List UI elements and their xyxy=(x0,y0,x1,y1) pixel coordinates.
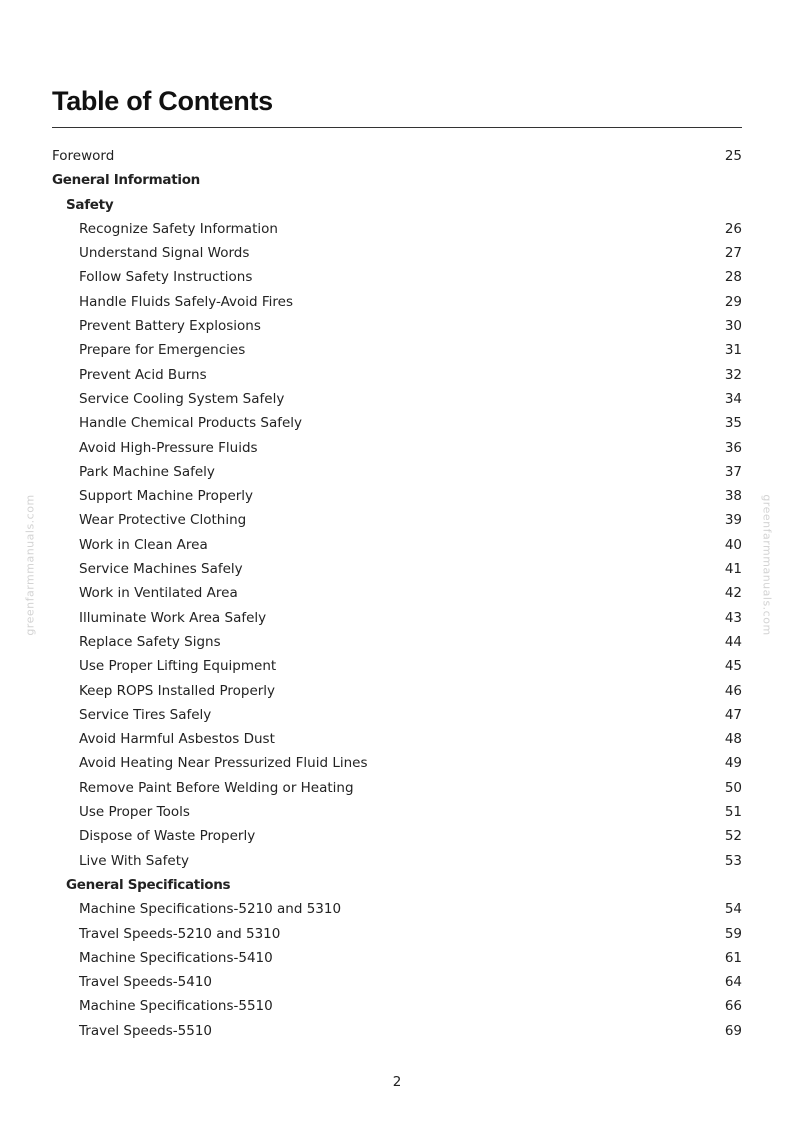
toc-entry[interactable] xyxy=(52,241,742,265)
toc-entry-page: 49 xyxy=(724,755,742,772)
toc-entry-top[interactable] xyxy=(52,168,742,192)
toc-entry-label: Understand Signal Words xyxy=(79,245,250,262)
toc-entry-page: 29 xyxy=(724,293,742,310)
toc-entry[interactable] xyxy=(52,265,742,289)
toc-section-heading[interactable] xyxy=(52,873,742,897)
toc-entry-label: Safety xyxy=(66,196,114,213)
toc-entry-page: 52 xyxy=(724,828,742,845)
toc-entry-label: Work in Ventilated Area xyxy=(79,585,238,602)
toc-entry-label: Avoid Harmful Asbestos Dust xyxy=(79,731,275,748)
watermark-right: greenfarmmanuals.com xyxy=(760,494,774,636)
toc-entry[interactable] xyxy=(52,630,742,654)
page-title: Table of Contents xyxy=(52,86,273,116)
toc-entry-label: Use Proper Tools xyxy=(79,804,190,821)
toc-entry[interactable] xyxy=(52,411,742,435)
toc-entry-label: Use Proper Lifting Equipment xyxy=(79,658,277,675)
toc-entry[interactable] xyxy=(52,970,742,994)
toc-entry-label: Live With Safety xyxy=(79,852,189,869)
toc-entry-page: 66 xyxy=(724,998,742,1015)
toc-entry-label: Handle Fluids Safely-Avoid Fires xyxy=(79,293,294,310)
toc-entry[interactable] xyxy=(52,703,742,727)
toc-entry[interactable] xyxy=(52,946,742,970)
toc-entry-page: 28 xyxy=(724,269,742,286)
toc-entry-page: 39 xyxy=(724,512,742,529)
toc-entry[interactable] xyxy=(52,217,742,241)
toc-entry-label: Work in Clean Area xyxy=(79,536,208,553)
toc-entry-label: Travel Speeds-5210 and 5310 xyxy=(79,925,281,942)
toc-entry-page: 31 xyxy=(724,342,742,359)
toc-entry-label: Machine Specifications-5210 and 5310 xyxy=(79,901,342,918)
toc-entry-page: 51 xyxy=(724,804,742,821)
toc-entry-label: Travel Speeds-5510 xyxy=(79,1022,213,1039)
toc-entry-page: 30 xyxy=(724,318,742,335)
toc-entry-page: 42 xyxy=(724,585,742,602)
toc-entry-label: Follow Safety Instructions xyxy=(79,269,253,286)
toc-entry[interactable] xyxy=(52,824,742,848)
toc-entry-page: 48 xyxy=(724,731,742,748)
toc-entry-label: Avoid Heating Near Pressurized Fluid Lines xyxy=(79,755,368,772)
toc-entry[interactable] xyxy=(52,994,742,1018)
toc-entry-label: Prevent Acid Burns xyxy=(79,366,207,383)
toc-entry[interactable] xyxy=(52,460,742,484)
watermark-left: greenfarmmanuals.com xyxy=(23,494,37,636)
toc-entry-label: Recognize Safety Information xyxy=(79,220,278,237)
toc-entry-label: General Specifications xyxy=(66,876,231,893)
toc-entry-label: Keep ROPS Installed Properly xyxy=(79,682,276,699)
toc-entry-page: 44 xyxy=(724,633,742,650)
toc-entry-page: 27 xyxy=(724,245,742,262)
toc-entry-top[interactable] xyxy=(52,144,742,168)
toc-entry-label: Machine Specifications-5410 xyxy=(79,949,273,966)
toc-entry-page: 53 xyxy=(724,852,742,869)
toc-entry-page: 47 xyxy=(724,706,742,723)
toc-entry-label: Avoid High-Pressure Fluids xyxy=(79,439,258,456)
toc-entry-label: Support Machine Properly xyxy=(79,488,254,505)
toc-entry-label: Illuminate Work Area Safely xyxy=(79,609,267,626)
toc-entry-label: Service Cooling System Safely xyxy=(79,390,285,407)
toc-entry-page: 43 xyxy=(724,609,742,626)
toc-entry-label: Machine Specifications-5510 xyxy=(79,998,273,1015)
toc-entry[interactable] xyxy=(52,1019,742,1043)
toc-entry-page: 41 xyxy=(724,561,742,578)
toc-entry[interactable] xyxy=(52,679,742,703)
toc-entry-label: Prepare for Emergencies xyxy=(79,342,246,359)
toc-entry-label: Foreword xyxy=(52,148,115,164)
toc-list xyxy=(52,144,742,1043)
toc-entry-page: 34 xyxy=(724,390,742,407)
toc-entry[interactable] xyxy=(52,800,742,824)
toc-entry[interactable] xyxy=(52,290,742,314)
toc-entry-page: 35 xyxy=(724,415,742,432)
toc-entry[interactable] xyxy=(52,314,742,338)
toc-entry-label: Dispose of Waste Properly xyxy=(79,828,256,845)
toc-entry-page: 37 xyxy=(724,463,742,480)
toc-section-heading[interactable] xyxy=(52,193,742,217)
toc-entry-page: 46 xyxy=(724,682,742,699)
toc-entry-page: 25 xyxy=(724,148,742,164)
toc-entry-page: 26 xyxy=(724,220,742,237)
toc-entry-page: 50 xyxy=(724,779,742,796)
toc-entry[interactable] xyxy=(52,922,742,946)
toc-entry[interactable] xyxy=(52,727,742,751)
toc-entry-label: Remove Paint Before Welding or Heating xyxy=(79,779,354,796)
toc-entry[interactable] xyxy=(52,363,742,387)
toc-entry-label: Handle Chemical Products Safely xyxy=(79,415,303,432)
toc-entry[interactable] xyxy=(52,338,742,362)
toc-entry-label: Travel Speeds-5410 xyxy=(79,974,213,991)
title-divider xyxy=(52,127,742,128)
toc-entry-page: 69 xyxy=(724,1022,742,1039)
toc-entry[interactable] xyxy=(52,849,742,873)
toc-entry[interactable] xyxy=(52,776,742,800)
toc-entry-page: 54 xyxy=(724,901,742,918)
toc-entry-page: 38 xyxy=(724,488,742,505)
toc-entry-label: Replace Safety Signs xyxy=(79,633,221,650)
toc-entry[interactable] xyxy=(52,436,742,460)
toc-entry-page: 40 xyxy=(724,536,742,553)
toc-entry-page: 59 xyxy=(724,925,742,942)
toc-entry-label: Service Machines Safely xyxy=(79,561,243,578)
toc-entry[interactable] xyxy=(52,508,742,532)
toc-entry-page: 45 xyxy=(724,658,742,675)
toc-entry[interactable] xyxy=(52,533,742,557)
toc-entry-page: 61 xyxy=(724,949,742,966)
toc-entry-page: 32 xyxy=(724,366,742,383)
toc-entry-label: Prevent Battery Explosions xyxy=(79,318,261,335)
toc-entry[interactable] xyxy=(52,581,742,605)
toc-entry-label: Park Machine Safely xyxy=(79,463,215,480)
toc-entry[interactable] xyxy=(52,387,742,411)
toc-entry-page: 64 xyxy=(724,974,742,991)
toc-entry[interactable] xyxy=(52,654,742,678)
toc-entry-label: Wear Protective Clothing xyxy=(79,512,247,529)
page-number: 2 xyxy=(392,1074,402,1090)
toc-entry-page: 36 xyxy=(724,439,742,456)
toc-entry-label: General Information xyxy=(52,172,200,189)
toc-entry[interactable] xyxy=(52,557,742,581)
toc-entry[interactable] xyxy=(52,606,742,630)
toc-entry[interactable] xyxy=(52,897,742,921)
toc-entry[interactable] xyxy=(52,484,742,508)
toc-entry-label: Service Tires Safely xyxy=(79,706,212,723)
toc-entry[interactable] xyxy=(52,751,742,775)
